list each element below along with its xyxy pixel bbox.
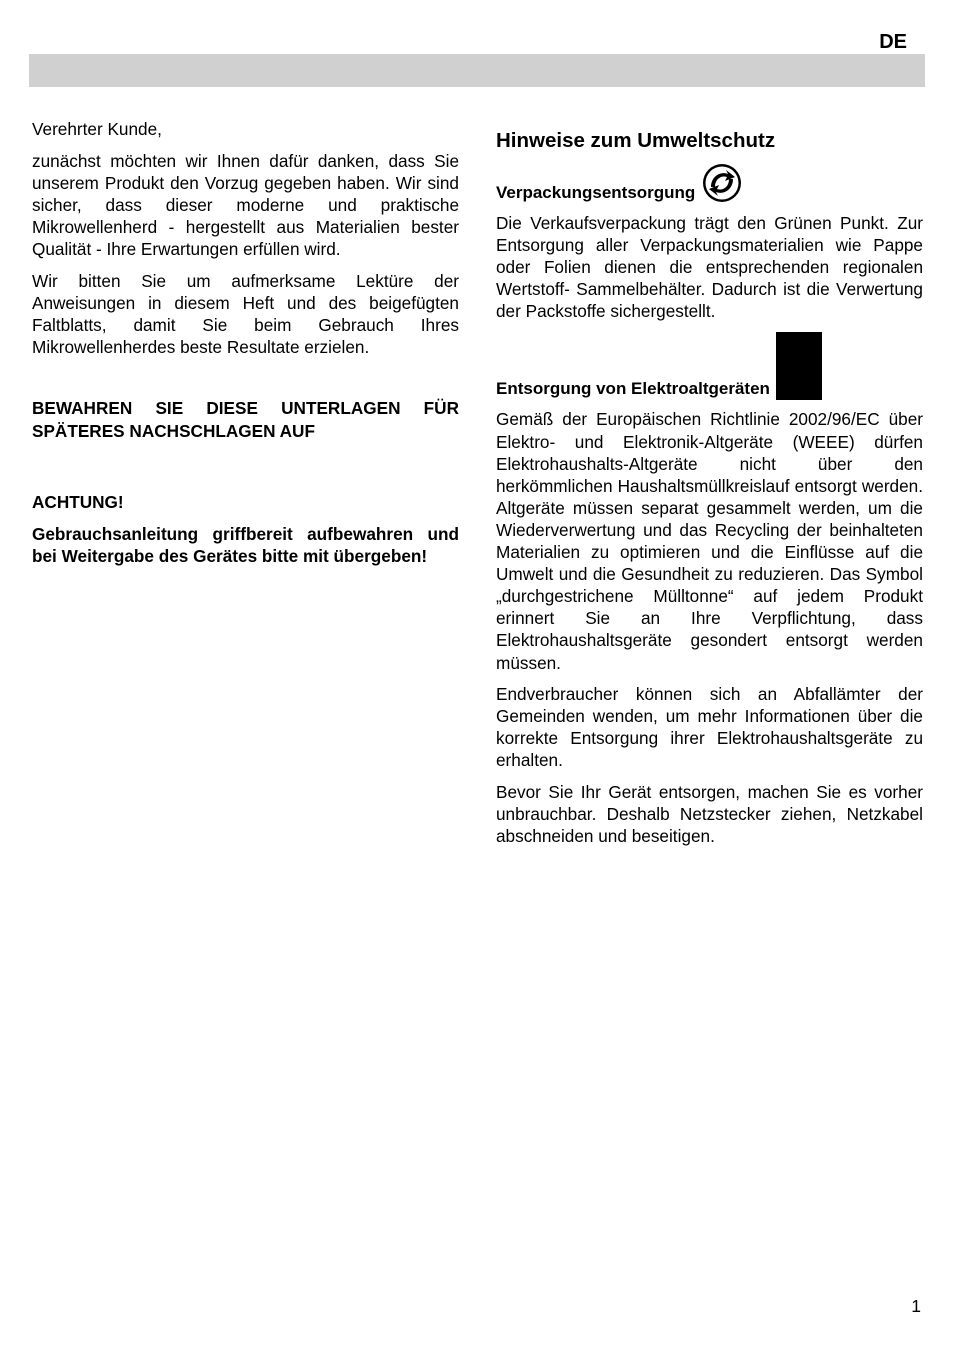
weee-heading-row — [496, 332, 923, 400]
reading-request-paragraph: Wir bitten Sie um aufmerksame Lektüre der Anweisungen in diesem Heft und des beigefügten Faltblatts, damit Sie beim Gebrauch Ihres Mikrowellenherdes beste Resultate erzielen. — [32, 270, 459, 357]
left-column — [32, 118, 459, 576]
weee-heading: Entsorgung von Elektroaltgeräten — [496, 379, 770, 399]
spacer — [32, 367, 459, 397]
attention-heading: ACHTUNG! — [32, 492, 124, 513]
packaging-heading-row — [496, 162, 923, 204]
page-number: 1 — [911, 1296, 921, 1316]
right-column — [496, 126, 923, 857]
greeting: Verehrter Kunde, — [32, 119, 162, 139]
crossed-out-bin-icon — [776, 332, 822, 400]
packaging-paragraph: Die Verkaufsverpackung trägt den Grünen Punkt. Zur Entsorgung aller Verpackungsmaterialien wie Pappe oder Folien dienen die entsprechenden regionalen Wertstoff- Sammelbehälter. Dadurch ist die Verwertung der Packstoffe sichergestellt. — [496, 213, 923, 322]
weee-paragraph-2: Endverbraucher können sich an Abfallämter der Gemeinden wenden, um mehr Informationen über die korrekte Entsorgung ihrer Elektrohaushaltsgeräte zu erhalten. — [496, 684, 923, 771]
packaging-heading: Verpackungsentsorgung — [496, 182, 696, 202]
weee-paragraph-1: Gemäß der Europäischen Richtlinie 2002/96/EC über Elektro- und Elektronik-Altgeräte (WEEE) dürfen Elektrohaushalts-Altgeräte nicht über den herkömmlichen Haushaltsmüllkreislauf entsorgt werden. Altgeräte müssen separat gesammelt werden, um die Wiederverwertung und das Recycling der beinhalteten Materialien zu optimieren und die Einflüsse auf die Umwelt und die Gesundheit zu reduzieren. Das Symbol „durchgestrichene Mülltonne“ auf jedem Produkt erinnert Sie an Ihre Verpflichtung, dass Elektrohaushaltsgeräte gesondert entsorgt werden müssen. — [496, 409, 923, 673]
attention-text: Gebrauchsanleitung griffbereit aufbewahren und bei Weitergabe des Gerätes bitte mit übergeben! — [32, 523, 459, 566]
green-dot-icon — [699, 162, 745, 204]
weee-paragraph-3: Bevor Sie Ihr Gerät entsorgen, machen Sie es vorher unbrauchbar. Deshalb Netzstecker ziehen, Netzkabel abschneiden und beseitigen. — [496, 781, 923, 847]
language-code: DE — [879, 31, 907, 53]
header-band — [29, 54, 925, 87]
intro-paragraph: zunächst möchten wir Ihnen dafür danken, dass Sie unserem Produkt den Vorzug gegeben haben. Wir sind sicher, dass dieser moderne und praktische Mikrowellenherd - hergestellt aus Materialien bester Qualität - Ihre Erwartungen erfüllen wird. — [32, 150, 459, 259]
keep-documents-notice: BEWAHREN SIE DIESE UNTERLAGEN FÜR SPÄTERES NACHSCHLAGEN AUF — [32, 398, 459, 441]
section-title: Hinweise zum Umweltschutz — [496, 129, 776, 152]
spacer — [32, 451, 459, 491]
